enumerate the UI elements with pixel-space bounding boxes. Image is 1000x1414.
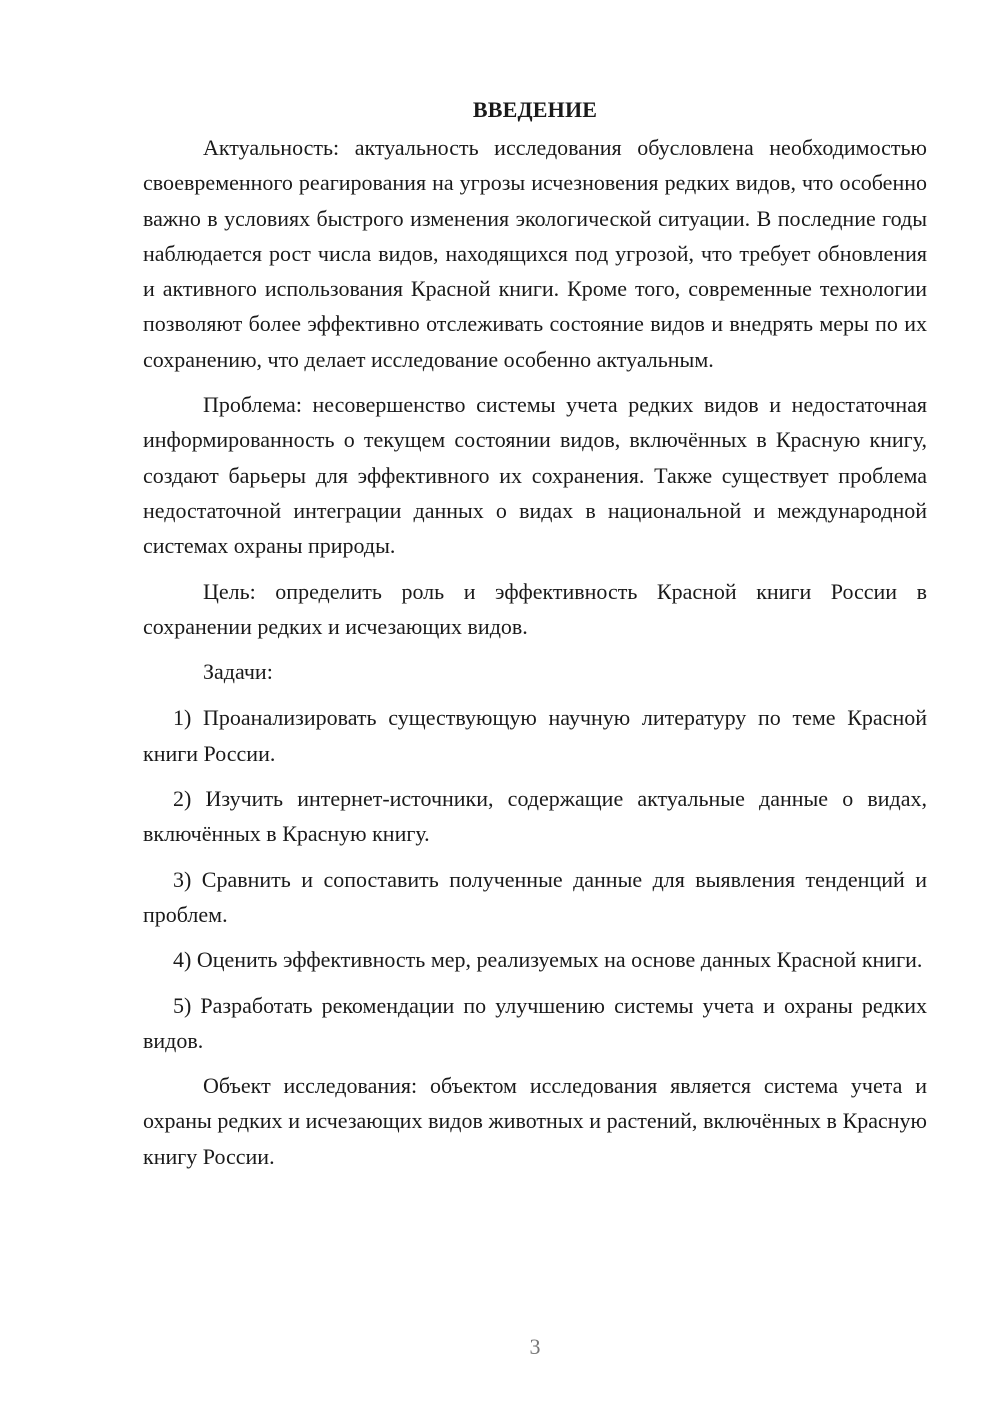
goal-paragraph: Цель: определить роль и эффективность Красной книги России в сохранении редких и исчезающих видов. bbox=[143, 578, 927, 639]
task-item: 4) Оценить эффективность мер, реализуемых на основе данных Красной книги. bbox=[173, 947, 923, 973]
problem-paragraph: Проблема: несовершенство системы учета редких видов и недостаточная информированность о текущем состоянии видов, включённых в Красную книгу, создают барьеры для эффективного их сохранения. Также существует проблема недостаточной интеграции данных о видах в национальной и международной системах охраны природы. bbox=[143, 392, 927, 559]
task-item: 5) Разработать рекомендации по улучшению системы учета и охраны редких видов. bbox=[143, 992, 927, 1053]
document-page bbox=[143, 92, 927, 1184]
page-number: 3 bbox=[529, 1334, 541, 1359]
task-item: 3) Сравнить и сопоставить полученные данные для выявления тенденций и проблем. bbox=[143, 866, 927, 927]
task-item: 1) Проанализировать существующую научную литературу по теме Красной книги России. bbox=[143, 705, 927, 766]
tasks-heading: Задачи: bbox=[203, 659, 273, 685]
task-item: 2) Изучить интернет-источники, содержащие актуальные данные о видах, включённых в Красную книгу. bbox=[143, 786, 927, 847]
page-title: ВВЕДЕНИЕ bbox=[472, 97, 598, 122]
object-paragraph: Объект исследования: объектом исследования является система учета и охраны редких и исчезающих видов животных и растений, включённых в Красную книгу России. bbox=[143, 1073, 927, 1169]
relevance-paragraph: Актуальность: актуальность исследования обусловлена необходимостью своевременного реагирования на угрозы исчезновения редких видов, что особенно важно в условиях быстрого изменения экологической ситуации. В последние годы наблюдается рост числа видов, находящихся под угрозой, что требует обновления и активного использования Красной книги. Кроме того, современные технологии позволяют более эффективно отслеживать состояние видов и внедрять меры по их сохранению, что делает исследование особенно актуальным. bbox=[143, 135, 927, 372]
